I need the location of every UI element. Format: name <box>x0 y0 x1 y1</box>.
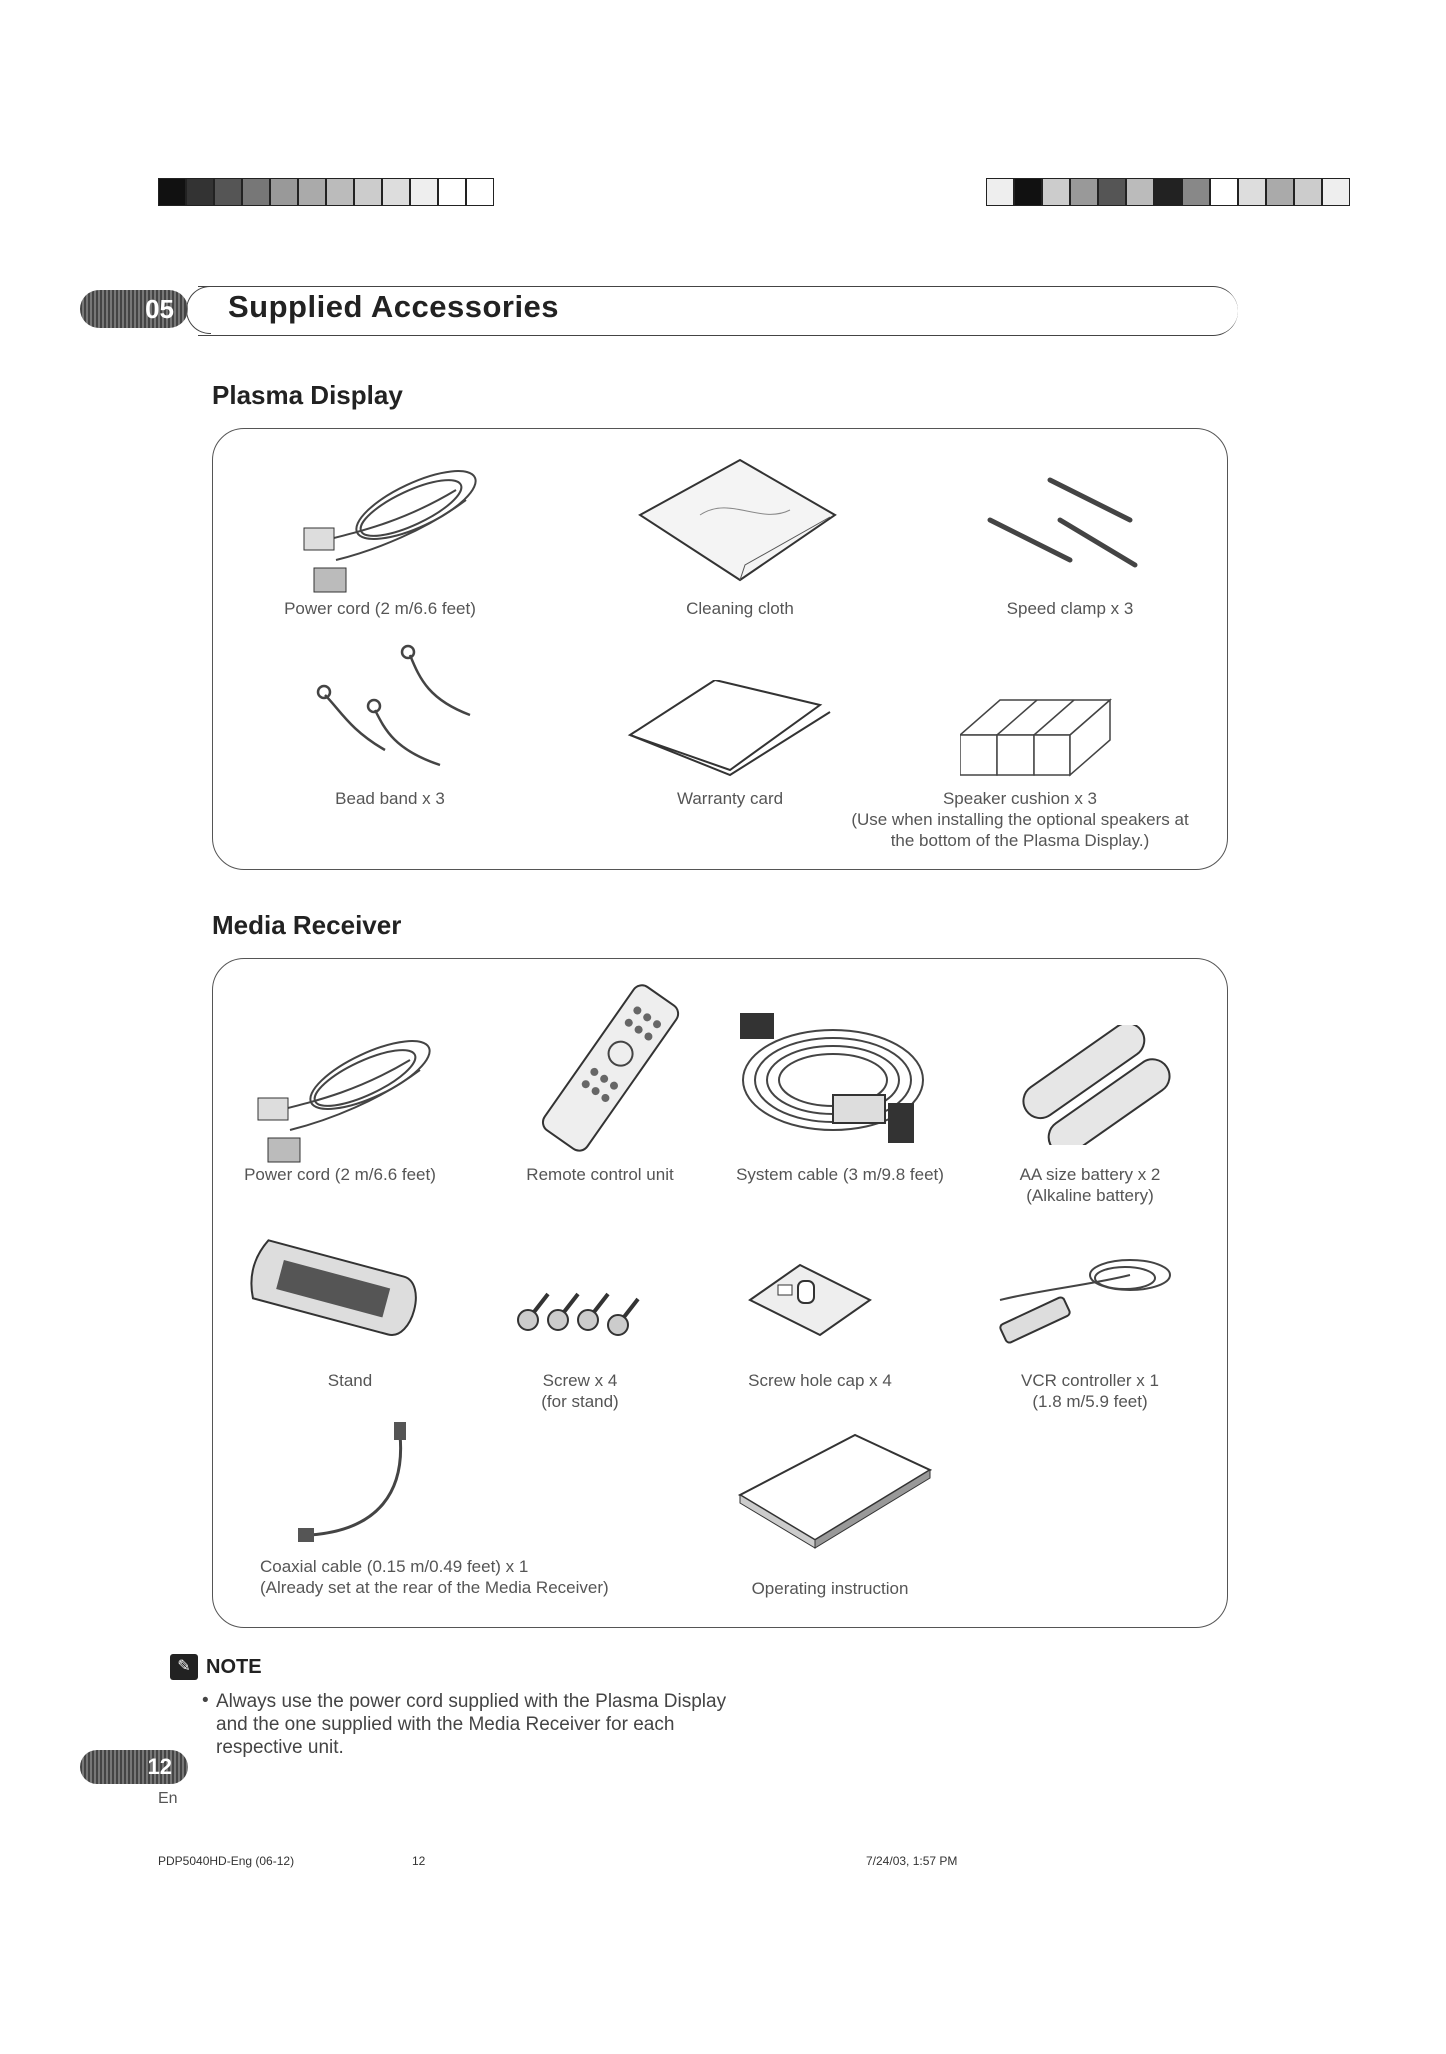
vcr-line2: (1.8 m/5.9 feet) <box>1032 1392 1148 1411</box>
battery-line2: (Alkaline battery) <box>1026 1186 1154 1205</box>
page-number-badge: 12 <box>80 1750 188 1784</box>
screw-line1: Screw x 4 <box>542 1371 618 1390</box>
receiver-caption-vcr-controller <box>990 1370 1190 1412</box>
plasma-caption-speed-clamp: Speed clamp x 3 <box>1006 599 1134 618</box>
power-cord-icon <box>286 450 506 600</box>
receiver-caption-screw <box>480 1370 680 1412</box>
remote-control-icon <box>530 975 690 1160</box>
footer-file: PDP5040HD-Eng (06-12) <box>158 1854 295 1868</box>
receiver-caption-screw-hole-cap: Screw hole cap x 4 <box>748 1371 892 1390</box>
chapter-badge: 05 <box>80 290 188 328</box>
language-label: En <box>158 1790 178 1807</box>
warranty-card-icon <box>620 680 840 780</box>
manual-icon <box>735 1430 935 1550</box>
coaxial-line2: (Already set at the rear of the Media Receiver) <box>260 1578 609 1597</box>
plasma-caption-bead-band: Bead band x 3 <box>335 789 445 808</box>
coaxial-line1: Coaxial cable (0.15 m/0.49 feet) x 1 <box>260 1557 529 1576</box>
media-receiver-heading: Media Receiver <box>212 910 402 940</box>
vcr-controller-icon <box>980 1240 1180 1360</box>
battery-icon <box>1010 1025 1190 1145</box>
receiver-caption-remote: Remote control unit <box>526 1165 674 1184</box>
receiver-caption-battery <box>990 1164 1190 1206</box>
receiver-caption-power-cord: Power cord (2 m/6.6 feet) <box>244 1165 436 1184</box>
registration-bar-left <box>158 178 494 206</box>
power-cord-icon <box>240 1020 460 1170</box>
footer-page: 12 <box>412 1854 426 1868</box>
speaker-cushion-line3: the bottom of the Plasma Display.) <box>890 831 1150 850</box>
plasma-caption-cleaning-cloth: Cleaning cloth <box>686 599 794 618</box>
coaxial-cable-icon <box>290 1420 430 1550</box>
note-heading: NOTE <box>206 1656 262 1678</box>
cleaning-cloth-icon <box>630 455 850 595</box>
screw-line2: (for stand) <box>541 1392 619 1411</box>
plasma-caption-speaker-cushion <box>850 788 1190 851</box>
system-cable-icon <box>728 985 938 1155</box>
note-text: Always use the power cord supplied with the Plasma Display and the one supplied with the Media Receiver for each respective unit. <box>216 1691 727 1758</box>
note-bullet: • <box>202 1690 209 1711</box>
receiver-caption-manual: Operating instruction <box>751 1579 909 1598</box>
section-title: Supplied Accessories <box>228 289 560 324</box>
screw-icon <box>510 1280 650 1350</box>
speaker-cushion-line2: (Use when installing the optional speakers at <box>851 810 1189 829</box>
speaker-cushion-icon <box>960 690 1120 780</box>
plasma-caption-power-cord: Power cord (2 m/6.6 feet) <box>284 599 476 618</box>
bead-band-icon <box>310 640 480 780</box>
battery-line1: AA size battery x 2 <box>1019 1165 1161 1184</box>
receiver-caption-system-cable: System cable (3 m/9.8 feet) <box>736 1165 944 1184</box>
receiver-caption-coaxial <box>260 1556 660 1598</box>
speed-clamp-icon <box>970 470 1150 580</box>
plasma-caption-warranty-card: Warranty card <box>676 789 784 808</box>
footer-date: 7/24/03, 1:57 PM <box>866 1854 958 1868</box>
screw-hole-cap-icon <box>740 1255 880 1355</box>
speaker-cushion-line1: Speaker cushion x 3 <box>942 789 1098 808</box>
plasma-display-heading: Plasma Display <box>212 380 403 410</box>
note-pencil-icon: ✎ <box>170 1654 198 1680</box>
vcr-line1: VCR controller x 1 <box>1021 1371 1159 1390</box>
stand-icon <box>248 1230 428 1350</box>
registration-bar-right <box>986 178 1350 206</box>
receiver-caption-stand: Stand <box>327 1371 373 1390</box>
